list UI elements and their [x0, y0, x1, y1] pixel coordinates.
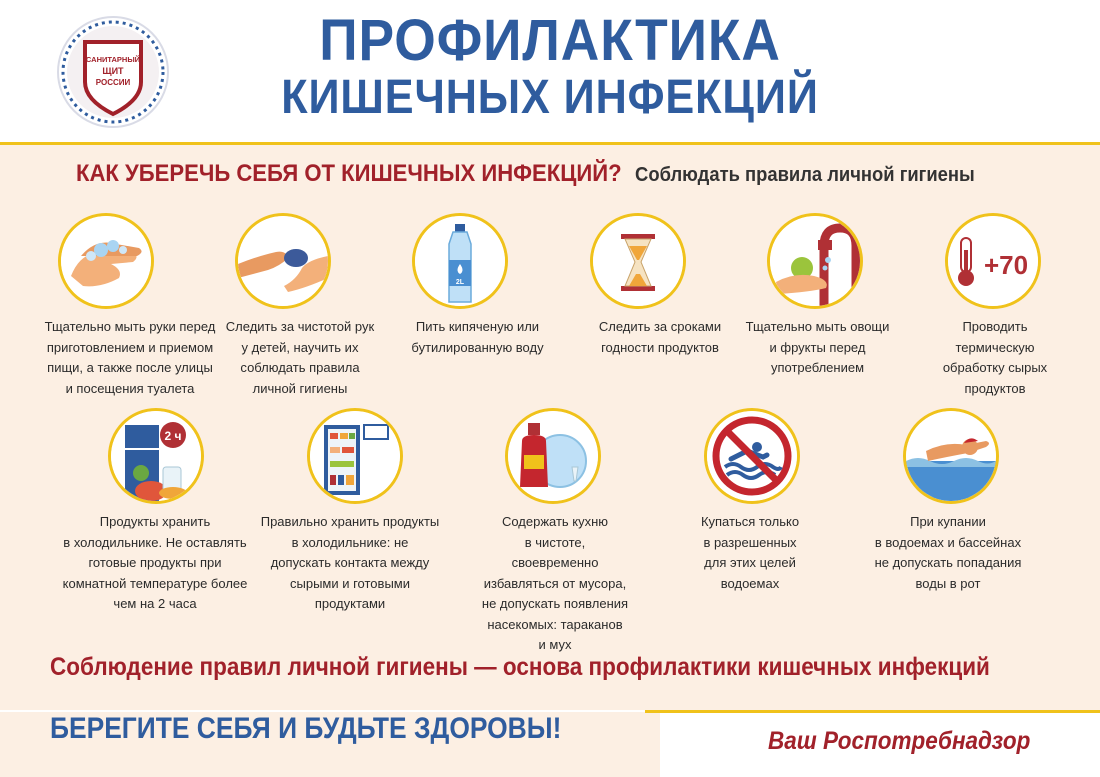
caption-line: Тщательно мыть овощи	[745, 319, 890, 334]
footer-signature: Ваш Роспотребнадзор	[768, 727, 1031, 755]
caption-line: в холодильнике. Не оставлять	[63, 534, 247, 550]
hourglass-icon	[590, 213, 686, 309]
logo-text-1: САНИТАРНЫЙ	[85, 55, 141, 64]
caption-child-hands	[225, 317, 375, 399]
caption-line: в холодильнике: не	[291, 534, 409, 550]
caption-line: и посещения туалета	[65, 380, 195, 396]
washing-fruit-icon	[767, 213, 863, 309]
sanitary-shield-logo	[55, 14, 171, 130]
caption-line: личной гигиены	[252, 380, 348, 396]
caption-line: в водоемах и бассейнах	[874, 534, 1022, 550]
bottle-label: 2L	[455, 279, 465, 286]
caption-line: и фрукты перед	[769, 339, 866, 355]
caption-line: комнатной температуре более	[62, 575, 248, 591]
caption-line: чем на 2 часа	[113, 596, 197, 611]
section-question: КАК УБЕРЕЧЬ СЕБЯ ОТ КИШЕЧНЫХ ИНФЕКЦИЙ?	[76, 160, 622, 187]
footer-slogan: БЕРЕГИТЕ СЕБЯ И БУДЬТЕ ЗДОРОВЫ!	[50, 712, 562, 745]
caption-line: Тщательно мыть руки перед	[44, 319, 216, 334]
caption-line: насекомых: тараканов	[487, 616, 623, 632]
caption-line: не допускать попадания	[874, 555, 1022, 570]
caption-line: соблюдать правила	[240, 360, 360, 375]
caption-line: употреблением	[770, 360, 865, 375]
caption-line: приготовлением и приемом	[46, 339, 214, 355]
caption-line: в разрешенных	[703, 534, 797, 550]
caption-line: избавляться от мусора,	[483, 575, 627, 591]
caption-line: продуктами	[314, 596, 386, 611]
caption-line: термическую	[955, 339, 1035, 355]
caption-line: Следить за чистотой рук	[225, 319, 375, 334]
no-swimming-icon	[704, 408, 800, 504]
caption-line: не допускать появления	[481, 596, 629, 611]
caption-open-fridge	[260, 512, 440, 615]
caption-no-swimming	[680, 512, 820, 594]
caption-kitchen	[480, 512, 630, 656]
thermometer-icon	[945, 213, 1041, 309]
footer-divider	[645, 710, 1100, 713]
page-title-line1: ПРОФИЛАКТИКА	[319, 8, 781, 73]
caption-line: готовые продукты при	[88, 555, 222, 570]
caption-line: водоемах	[720, 575, 780, 591]
caption-fridge	[55, 512, 255, 615]
caption-line: сырыми и готовыми	[290, 575, 410, 591]
swimmer-icon	[903, 408, 999, 504]
caption-expiry	[585, 317, 735, 358]
caption-line: бутилированную воду	[411, 339, 544, 355]
caption-line: Купаться только	[700, 514, 800, 529]
time-badge: 2 ч	[164, 429, 182, 443]
key-statement: Соблюдение правил личной гигиены — основа профилактики кишечных инфекций	[50, 653, 990, 681]
caption-swimming	[868, 512, 1028, 594]
water-bottle-icon	[412, 213, 508, 309]
caption-line: у детей, научить их	[241, 339, 359, 355]
caption-line: пищи, а также после улицы	[47, 360, 213, 375]
open-fridge-icon	[307, 408, 403, 504]
caption-line: воды в рот	[915, 575, 981, 591]
caption-washing-fruit	[745, 317, 890, 379]
temperature-label: +70	[983, 250, 1029, 280]
logo-text-3: РОССИИ	[95, 78, 131, 87]
kitchen-cleaning-icon	[505, 408, 601, 504]
fridge-icon	[108, 408, 204, 504]
caption-line: в чистоте, своевременно	[511, 534, 599, 570]
caption-line: Содержать кухню	[501, 514, 609, 529]
caption-water	[405, 317, 550, 358]
section-heading	[76, 160, 996, 188]
caption-line: обработку сырых	[942, 360, 1048, 375]
caption-line: При купании	[910, 514, 986, 529]
caption-thermal	[925, 317, 1065, 399]
logo-text-2: ЩИТ	[102, 66, 124, 76]
caption-line: Продукты хранить	[99, 514, 211, 529]
page-title-line2: КИШЕЧНЫХ ИНФЕКЦИЙ	[281, 71, 819, 124]
caption-line: продуктов	[964, 380, 1026, 396]
caption-line: для этих целей	[704, 555, 796, 570]
caption-line: Проводить	[962, 319, 1028, 334]
hand-washing-icon	[58, 213, 154, 309]
caption-line: и мух	[538, 637, 572, 652]
section-answer: Соблюдать правила личной гигиены	[635, 164, 975, 186]
caption-line: Пить кипяченую или	[415, 319, 540, 334]
child-hands-icon	[235, 213, 331, 309]
caption-line: Правильно хранить продукты	[260, 514, 440, 529]
caption-line: Следить за сроками	[598, 319, 722, 334]
caption-line: допускать контакта между	[270, 555, 430, 570]
caption-hand-washing	[35, 317, 225, 399]
caption-line: годности продуктов	[601, 339, 719, 355]
